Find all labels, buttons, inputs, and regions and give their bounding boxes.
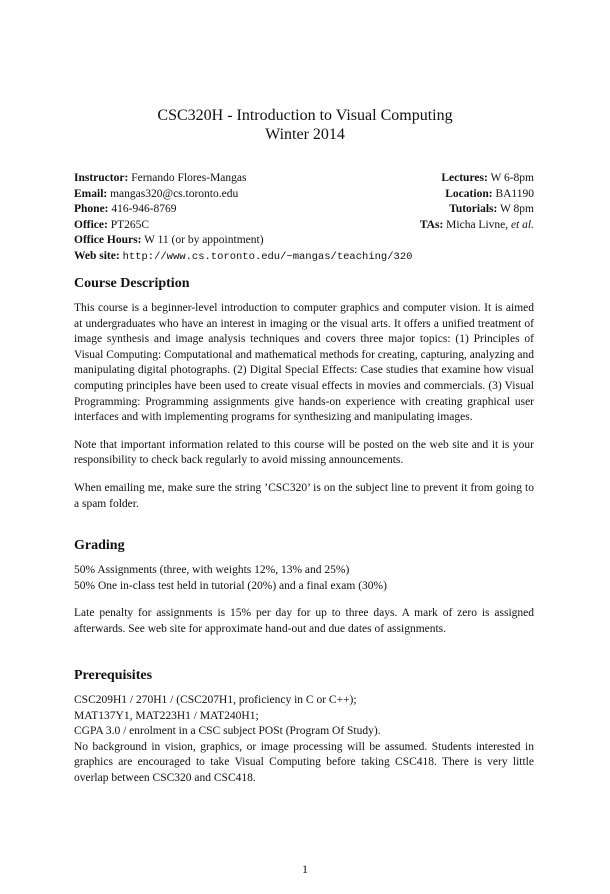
email-notice-paragraph: When emailing me, make sure the string ’CSC320’ is on the subject line to prevent it from going to a spam folder.: [74, 481, 534, 510]
late-penalty-paragraph: Late penalty for assignments is 15% per day for up to three days. A mark of zero is assigned afterwards. See web site for approximate hand-out and due dates of assignments.: [74, 607, 534, 635]
location-label: Location: [445, 187, 489, 200]
lectures-value: W 6-8pm: [490, 172, 534, 184]
tas-etal: et al.: [511, 218, 534, 231]
course-description-section: [74, 275, 534, 512]
office-hours-value: W 11 (or by appointment): [144, 234, 264, 246]
phone-label: Phone: [74, 203, 105, 215]
prerequisites-heading: Prerequisites: [74, 668, 153, 683]
info-row-office: [74, 218, 534, 234]
website-notice-paragraph: Note that important information related to this course will be posted on the web site and it is your responsibility to check back regularly to avoid missing announcements.: [74, 438, 534, 467]
info-row-office-hours: [74, 233, 534, 249]
instructor-value: Fernando Flores-Mangas: [131, 172, 247, 184]
phone: Phone: 416-946-8769: [74, 203, 177, 215]
info-row-instructor: [74, 171, 534, 187]
course-description-paragraph: This course is a beginner-level introduction to computer graphics and computer vision. It is aimed at undergraduates who have an interest in imaging or the visual arts. It offers a unified treatment of image synthesis and image analysis techniques and covers three major topics: (1) Principles of Visual Computing: Computational and mathematical methods for creating, capturing, analyzing and manipulating digital photographs. (2) Digital Special Effects: Case studies that examine how visual computing principles have been used to create visual effects in movies and commercials. (3) Visual Programming: Programming assignments give hands-on experience with creating graphical user interfaces and with implementing programs for synthesizing and manipulating images.: [74, 302, 534, 424]
office: Office: PT265C: [74, 218, 150, 231]
lectures-label: Lectures: [441, 172, 484, 184]
website-link[interactable]: http://www.cs.toronto.edu/~mangas/teaching/320: [122, 250, 413, 263]
course-title: CSC320H - Introduction to Visual Computing: [157, 107, 453, 124]
info-row-phone: [74, 202, 534, 218]
office-hours: Office Hours: W 11 (or by appointment): [74, 234, 264, 246]
grading-exams: 50% One in-class test held in tutorial (20%) and a final exam (30%): [74, 579, 387, 592]
tas-value: Micha Livne,: [446, 218, 509, 231]
location: Location: BA1190: [445, 187, 534, 200]
tas-label: TAs: [419, 218, 440, 231]
website-label: Web site: [74, 249, 116, 262]
tutorials: Tutorials: W 8pm: [449, 203, 534, 215]
prereq-csc: CSC209H1 / 270H1 / (CSC207H1, proficiency in C or C++);: [74, 694, 357, 706]
grading-assignments: 50% Assignments (three, with weights 12%, 13% and 25%): [74, 564, 350, 576]
prereq-cgpa: CGPA 3.0 / enrolment in a CSC subject POSt (Program Of Study).: [74, 725, 381, 738]
grading-heading: Grading: [74, 538, 125, 553]
website: Web site: http://www.cs.toronto.edu/~mangas/teaching/320: [74, 249, 413, 263]
instructor: Instructor: Fernando Flores-Mangas: [74, 172, 247, 184]
page-number: 1: [302, 862, 308, 876]
email: Email: mangas320@cs.toronto.edu: [74, 187, 239, 200]
office-hours-label: Office Hours: [74, 234, 138, 246]
tutorials-label: Tutorials: [449, 203, 494, 215]
phone-value: 416-946-8769: [111, 203, 177, 215]
prerequisites-section: [74, 667, 534, 787]
course-description-heading: Course Description: [74, 276, 190, 291]
info-row-email: [74, 187, 534, 203]
instructor-label: Instructor: [74, 172, 125, 184]
prereq-mat: MAT137Y1, MAT223H1 / MAT240H1;: [74, 709, 259, 722]
title-block: [0, 106, 610, 144]
info-row-website: [74, 249, 534, 266]
course-info: [74, 171, 534, 265]
grading-section: [74, 537, 534, 637]
location-value: BA1190: [495, 187, 534, 200]
email-label: Email: [74, 187, 104, 200]
tutorials-value: W 8pm: [500, 203, 534, 215]
tas: TAs: Micha Livne, et al.: [419, 218, 534, 231]
office-value: PT265C: [110, 218, 150, 231]
email-value: mangas320@cs.toronto.edu: [110, 187, 239, 200]
lectures: Lectures: W 6-8pm: [441, 172, 534, 184]
prereq-background-paragraph: No background in vision, graphics, or image processing will be assumed. Students interested in graphics are encouraged to take Visual Computing before taking CSC418. There is very little overlap between CSC320 and CSC418.: [74, 740, 534, 784]
office-label: Office: [74, 218, 105, 231]
term: Winter 2014: [265, 126, 345, 143]
